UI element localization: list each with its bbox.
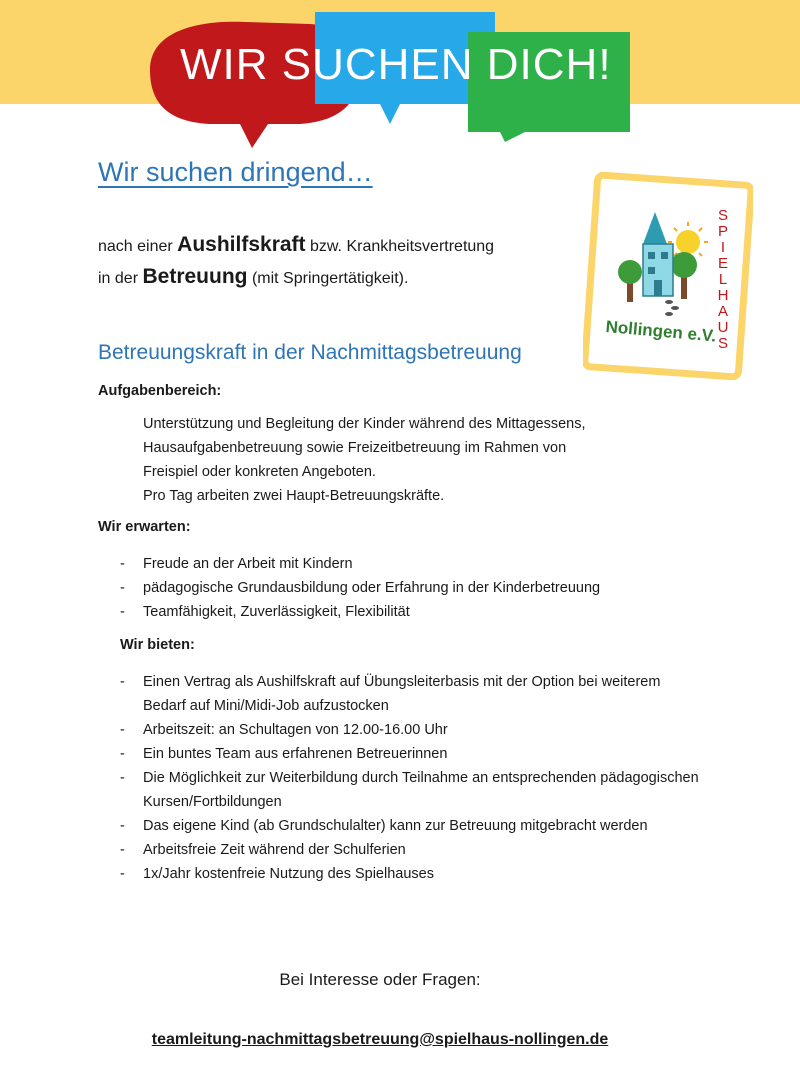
tasks-line: Unterstützung und Begleitung der Kinder während des Mittagessens, (143, 416, 586, 432)
intro-line1-pre: nach einer (98, 238, 173, 255)
banner-title: WIR SUCHEN DICH! (180, 40, 612, 89)
tasks-paragraph (143, 412, 643, 508)
intro-line1-bold: Aushilfskraft (177, 233, 306, 256)
contact-email-link[interactable]: teamleitung-nachmittagsbetreuung@spielhaus-nollingen.de (151, 1031, 609, 1048)
list-item: - Arbeitszeit: an Schultagen von 12.00-16.00 Uhr (98, 718, 703, 742)
intro-line2-pre: in der (98, 270, 139, 287)
intro-line1-post: bzw. Krankheitsvertretung (309, 238, 495, 255)
expect-list (98, 552, 703, 624)
logo-vertical-text: S P I E L H A U S (717, 207, 729, 352)
intro-text (98, 230, 494, 294)
list-item: - Die Möglichkeit zur Weiterbildung durch Teilnahme an entsprechenden pädagogischen Kursen/Fortbildungen (98, 766, 703, 814)
tasks-line: Pro Tag arbeiten zwei Haupt-Betreuungskräfte. (143, 488, 445, 504)
spielhaus-logo (583, 172, 753, 380)
tasks-label: Aufgabenbereich: (98, 383, 222, 399)
list-item: - Einen Vertrag als Aushilfskraft auf Übungsleiterbasis mit der Option bei weiterem Bedarf auf Mini/Midi-Job aufzustocken (98, 670, 703, 718)
intro-line2-bold: Betreuung (142, 265, 248, 288)
logo-bottom-text: Nollingen e.V. (604, 317, 717, 346)
main-heading: Wir suchen dringend… (98, 157, 373, 187)
tasks-line: Hausaufgabenbetreuung sowie Freizeitbetreuung im Rahmen von (143, 440, 567, 456)
intro-line-1 (98, 230, 494, 262)
list-item: - Ein buntes Team aus erfahrenen Betreuerinnen (98, 742, 703, 766)
offer-label: Wir bieten: (120, 637, 195, 653)
list-item: - pädagogische Grundausbildung oder Erfahrung in der Kinderbetreuung (98, 576, 703, 600)
offer-list (98, 670, 703, 886)
intro-line2-post: (mit Springertätigkeit). (251, 270, 409, 287)
expect-label: Wir erwarten: (98, 519, 191, 535)
section-title: Betreuungskraft in der Nachmittagsbetreuung (98, 341, 522, 364)
contact-question: Bei Interesse oder Fragen: (279, 970, 481, 989)
list-item: - Arbeitsfreie Zeit während der Schulferien (98, 838, 703, 862)
list-item: - 1x/Jahr kostenfreie Nutzung des Spielhauses (98, 862, 703, 886)
intro-line-2 (98, 262, 494, 294)
tasks-line: Freispiel oder konkreten Angeboten. (143, 464, 376, 480)
list-item: - Das eigene Kind (ab Grundschulalter) kann zur Betreuung mitgebracht werden (98, 814, 703, 838)
list-item: - Freude an der Arbeit mit Kindern (98, 552, 703, 576)
list-item: - Teamfähigkeit, Zuverlässigkeit, Flexibilität (98, 600, 703, 624)
